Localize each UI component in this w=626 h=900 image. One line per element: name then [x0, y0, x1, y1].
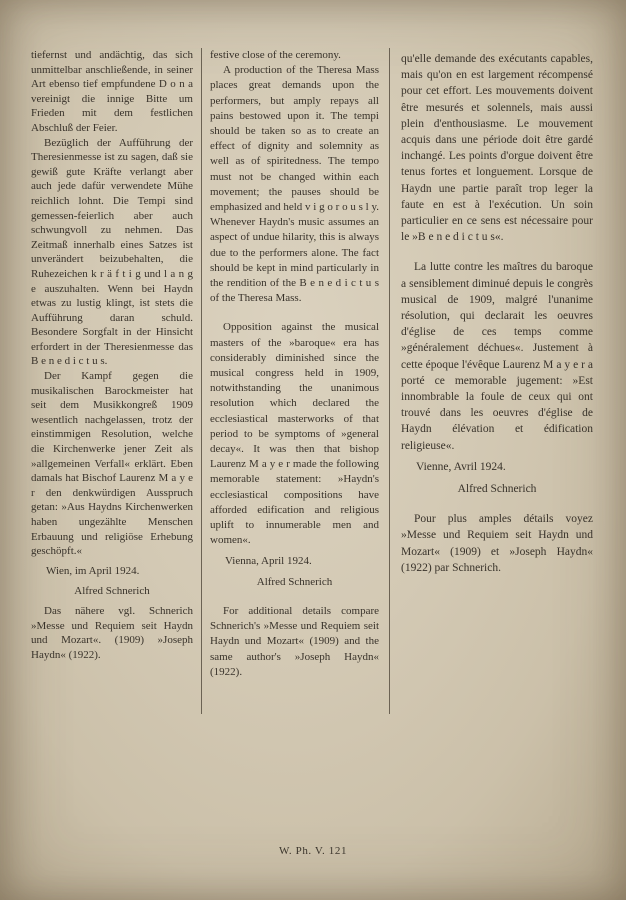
signature-english: Alfred Schnerich: [256, 575, 333, 588]
paragraph-german-continuation: tiefernst und andächtig, das sich unmittelbar anschließende, in seiner Art ebenso tief empfundene D o n a vereinigt die innige Bitte um Frieden mit dem festlichen Abschluß der Feier.: [31, 49, 193, 134]
dateline-french: Vienne, Avril 1924.: [416, 460, 506, 473]
plate-number: W. Ph. V. 121: [278, 845, 348, 857]
column-german: [31, 48, 193, 662]
dateline-english: Vienna, April 1924.: [225, 554, 312, 567]
footnote-english: For additional details compare Schnerich's »Messe und Requiem seit Haydn und Mozart« (1909) and the same author's »Joseph Haydn« (1922).: [210, 604, 379, 678]
paragraph-english-baroque: Opposition against the musical masters of the »baroque« era has considerably diminished since the musical congress held in 1909, notwithstanding the unanimous resolution which declared the ecclesiastical masterworks of that period to be symptoms of »general decay«. It was then that bishop Laurenz M a y e r made the following memorable statement: »Haydn's ecclesiastical compositions have afforded edification and religious uplift to innumerable men and women«.: [210, 321, 379, 547]
paragraph-french-continuation: qu'elle demande des exécutants capables, mais qu'on en est largement récompensé pour cet effort. Les mouvements doivent être mesurés et solennels, mais aussi plein d'enthousiasme. Le mouvement acquis dans une période doit être gardé inchangé. Les points d'orgue doivent être tenus fortes et longuement. Lorsque de Haydn une partie paraît trop leger la faute en est à l'exécution. Un soin particulier en ce sens est nécessaire pour le »B e n e d i c t u s«.: [401, 53, 593, 244]
paragraph-english-performance: A production of the Theresa Mass places great demands upon the performers, but amply repays all pains bestowed upon it. The tempi should be taken so as to create an effect of dignity and solemnity as well as of spiritedness. The tempo must not be changed within each movement; the pauses should be emphasized and held v i g o r o u s l y. Whenever Haydn's music assumes an aspect of undue hilarity, this is always due to the performers alone. The fact should be kept in mind particularly in the rendition of the B e n e d i c t u s of the Theresa Mass.: [210, 64, 379, 305]
dateline-german: Wien, im April 1924.: [46, 564, 140, 577]
column-divider-left: [201, 48, 202, 714]
paragraph-french-baroque: La lutte contre les maîtres du baroque a sensiblement diminué depuis le congrès musical de 1909, malgré l'unanime résolution, qui declarait les oeuvres d'église de ces temps comme »généralement déchues«. Justement à cette époque l'évêque Laurenz M a y e r a porté ce memorable jugement: »Est innombrable la foule de ceux qui ont trouvé dans les oeuvres d'église de Haydn élévation et édification religieuse«.: [401, 261, 593, 452]
column-french: [401, 51, 593, 576]
column-divider-right: [389, 48, 390, 714]
paragraph-german-performance: Bezüglich der Aufführung der Theresienmesse ist zu sagen, daß sie gewiß gute Kräfte verlangt aber auch jede dafür verwendete Mühe reichlich lohnt. Die Tempi sind gemessen-feierlich aber auch schwungvoll zu nehmen. Das Zeitmaß innerhalb eines Satzes ist unverändert beizubehalten, die Ruhezeichen k r ä f t i g und l a n g e auszuhalten. Wenn bei Haydn etwas zu lustig klingt, ist stets die Aufführung daran schuld. Besondere Sorgfalt in der Hinsicht erfordert in der Theresienmesse das B e n e d i c t u s.: [31, 136, 193, 368]
paragraph-english-continuation: festive close of the ceremony.: [210, 49, 341, 61]
footnote-german: Das nähere vgl. Schnerich »Messe und Requiem seit Haydn und Mozart«. (1909) »Joseph Haydn« (1922).: [31, 604, 193, 661]
signature-german: Alfred Schnerich: [74, 585, 150, 598]
footnote-french: Pour plus amples détails voyez »Messe und Requiem seit Haydn und Mozart« (1909) et »Joseph Haydn« (1922) par Schnerich.: [401, 513, 593, 574]
paragraph-german-baroque: Der Kampf gegen die musikalischen Barockmeister hat seit dem Musikkongreß 1909 wesentlich nachgelassen, trotz der einstimmigen Resolution, welche die Kirchenwerke jener Zeit als »allgemeinen Verfall« erklärt. Eben damals hat Bischof Laurenz M a y e r den denkwürdigen Ausspruch getan: »Aus Haydns Kirchenwerken haben ungezählte Menschen Erbauung und religiöse Erhebung geschöpft.«: [31, 370, 193, 558]
signature-french: Alfred Schnerich: [457, 483, 537, 496]
column-english: [210, 48, 379, 680]
